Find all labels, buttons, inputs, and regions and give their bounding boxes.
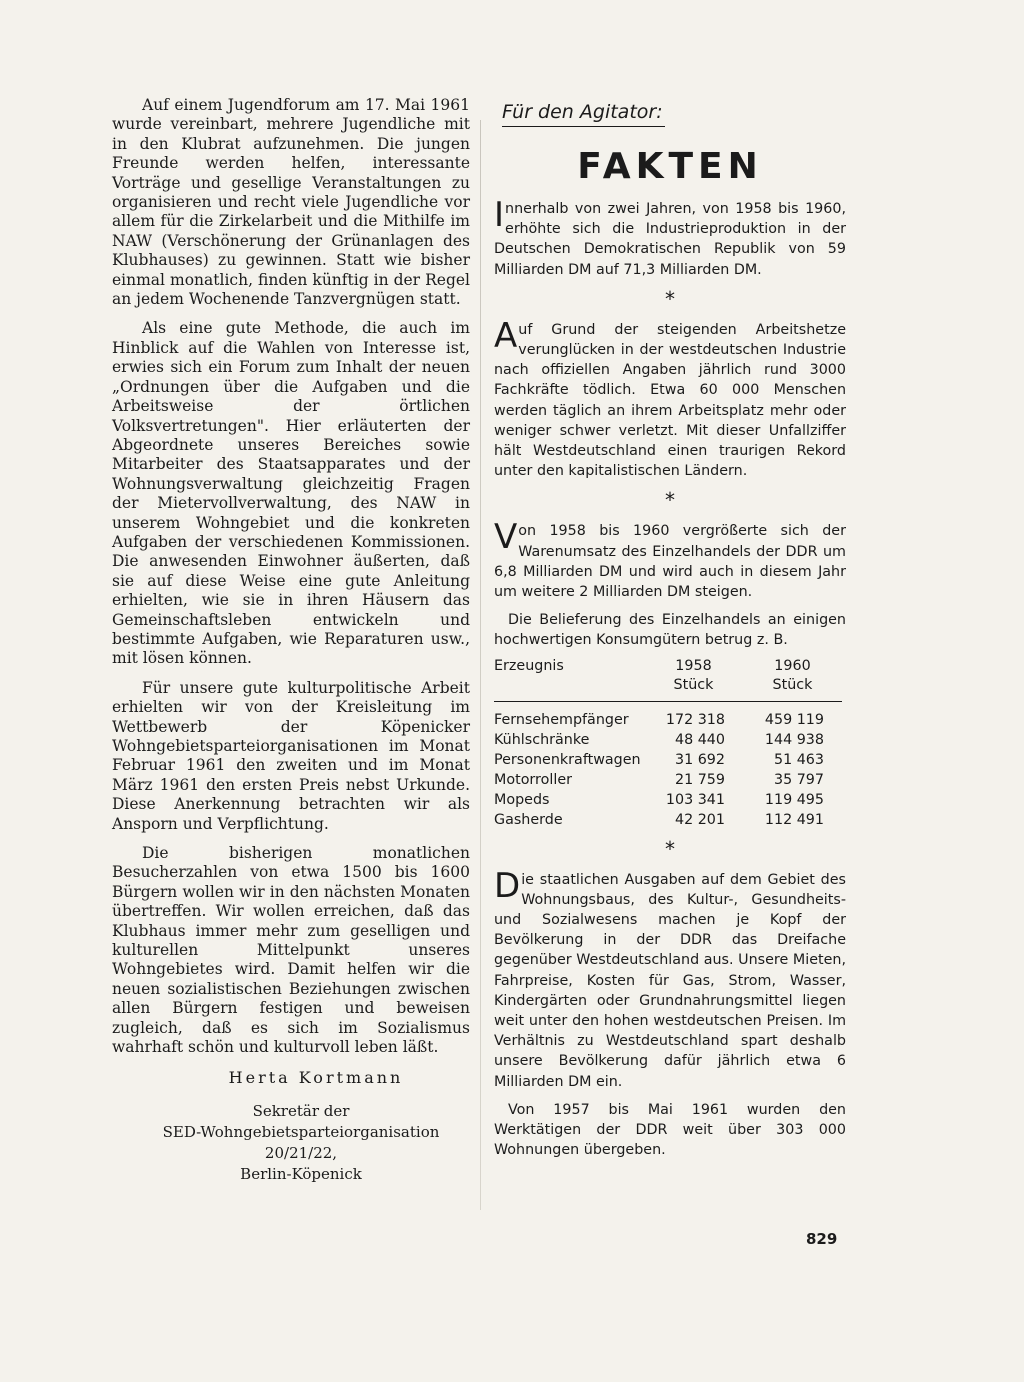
- table-row: [494, 810, 842, 830]
- table-row: [494, 750, 842, 770]
- cell-1960: 119 495: [764, 791, 824, 808]
- drop-cap: A: [494, 315, 518, 356]
- signature-line-2: SED-Wohngebietsparteiorganisation 20/21/22,: [162, 1122, 440, 1162]
- left-column: [112, 96, 470, 1185]
- cell-1958: 48 440: [674, 731, 725, 748]
- fact-4: [494, 865, 846, 1092]
- table-row: [494, 730, 842, 750]
- cell-1958: 103 341: [665, 791, 725, 808]
- table-row: [494, 790, 842, 810]
- left-paragraph-2: Als eine gute Methode, die auch im Hinblick auf die Wahlen von Interesse ist, erwies sich ein Forum zum Inhalt der neuen „Ordnungen über die Aufgaben und die Arbeitsweise der örtlichen Volksvertretungen". Hier erläuterten der Abgeordnete unseres Bereiches sowie Mitarbeiter des Staatsapparates und der Wohnungsverwaltung gleichzeitig Fragen der Mietervollverwaltung, des NAW in unserem Wohngebiet und die konkreten Aufgaben der verschiedenen Kommissionen. Die anwesenden Einwohner äußerten, daß sie auf diese Weise eine gute Anleitung erhielten, wie sie in ihren Häusern das Gemeinschaftsleben entwickeln und bestimmte Aufgaben, wie Reparaturen usw., mit lösen können.: [112, 319, 470, 668]
- cell-product: Fernsehempfänger: [494, 711, 629, 728]
- cell-product: Motorroller: [494, 771, 572, 788]
- table-row: [494, 770, 842, 790]
- cell-1958: 42 201: [674, 811, 725, 828]
- col-header-1958: 1958 Stück: [644, 657, 743, 702]
- cell-1958: 21 759: [674, 771, 725, 788]
- cell-1960: 35 797: [773, 771, 824, 788]
- signature-name: Herta Kortmann: [228, 1067, 404, 1087]
- table-header-row: [494, 657, 842, 702]
- fact-3: [494, 517, 846, 602]
- cell-1958: 31 692: [674, 751, 725, 768]
- cell-1960: 51 463: [773, 751, 824, 768]
- asterisk-separator: *: [665, 488, 675, 513]
- cell-1960: 144 938: [764, 731, 824, 748]
- fact-2: [494, 315, 846, 482]
- cell-product: Personenkraftwagen: [494, 751, 641, 768]
- drop-cap: V: [494, 517, 518, 558]
- signature-role: [132, 1101, 470, 1185]
- fact-3-text: on 1958 bis 1960 vergrößerte sich der Warenumsatz des Einzelhandels der DDR um 6,8 Milliarden DM und wird auch in diesem Jahr um weitere 2 Milliarden DM steigen.: [494, 523, 846, 601]
- drop-cap: D: [494, 865, 521, 906]
- consumer-goods-table: [494, 657, 842, 830]
- drop-cap: I: [494, 195, 505, 235]
- fact-2-text: uf Grund der steigenden Arbeitshetze verunglücken in der westdeutschen Industrie nach offiziellen Angaben jährlich rund 3000 Fachkräfte tödlich. Etwa 60 000 Menschen werden täglich an ihrem Arbeitsplatz mehr oder weniger schwer verletzt. Mit dieser Unfallziffer hält Westdeutschland einen traurigen Rekord unter den kapitalistischen Ländern.: [494, 321, 846, 480]
- column-divider: [480, 120, 481, 1210]
- col-header-product: Erzeugnis: [494, 657, 644, 702]
- cell-1960: 112 491: [764, 811, 824, 828]
- asterisk-separator: *: [665, 836, 675, 861]
- left-paragraph-1: Auf einem Jugendforum am 17. Mai 1961 wurde vereinbart, mehrere Jugendliche mit in den Klubrat aufzunehmen. Die jungen Freunde werden helfen, interessante Vorträge und gesellige Veranstaltungen zu organisieren und recht viele Jugendliche vor allem für die Zirkelarbeit und die Mithilfe im NAW (Verschönerung der Grünanlagen des Klubhauses) zu gewinnen. Statt wie bisher einmal monatlich, finden künftig in der Regel an jedem Wochenende Tanzvergnügen statt.: [112, 96, 470, 309]
- left-paragraph-4: Die bisherigen monatlichen Besucherzahlen von etwa 1500 bis 1600 Bürgern wollen wir in den nächsten Monaten übertreffen. Wir wollen erreichen, daß das Klubhaus immer mehr zum geselligen und kulturellen Mittelpunkt unseres Wohngebietes wird. Damit helfen wir die neuen sozialistischen Beziehungen zwischen allen Bürgern festigen und beweisen zugleich, daß es sich im Sozialismus wahrhaft schön und kulturvoll leben läßt.: [112, 844, 470, 1057]
- cell-product: Kühlschränke: [494, 731, 590, 748]
- fact-5: Von 1957 bis Mai 1961 wurden den Werktätigen der DDR weit über 303 000 Wohnungen übergeben.: [494, 1101, 846, 1159]
- col-header-1960: 1960 Stück: [743, 657, 842, 702]
- signature-line-1: Sekretär der: [252, 1101, 350, 1120]
- cell-product: Mopeds: [494, 791, 550, 808]
- cell-1958: 172 318: [665, 711, 725, 728]
- cell-product: Gasherde: [494, 811, 563, 828]
- fact-4-text: ie staatlichen Ausgaben auf dem Gebiet des Wohnungsbaus, des Kultur-, Gesundheits- und Sozialwesens machen je Kopf der Bevölkerung in der DDR das Dreifache gegenüber Westdeutschland aus. Unsere Mieten, Fahrpreise, Kosten für Gas, Strom, Wasser, Kindergärten oder Grundnahrungsmittel liegen weit unter den hohen westdeutschen Preisen. Im Verhältnis zu Westdeutschland spart deshalb unsere Bevölkerung dafür jährlich etwa 6 Milliarden DM ein.: [494, 871, 846, 1090]
- asterisk-separator: *: [665, 286, 675, 311]
- fact-1-text: nnerhalb von zwei Jahren, von 1958 bis 1960, erhöhte sich die Industrieproduktion in der Deutschen Demokratischen Republik von 59 Milliarden DM auf 71,3 Milliarden DM.: [494, 201, 846, 278]
- fact-1: [494, 195, 846, 280]
- table-intro: Die Belieferung des Einzelhandels an einigen hochwertigen Konsumgütern betrug z. B.: [494, 612, 846, 649]
- right-column: [494, 100, 846, 1161]
- left-paragraph-3: Für unsere gute kulturpolitische Arbeit erhielten wir von der Kreisleitung im Wettbewerb der Köpenicker Wohngebietsparteiorganisationen im Monat Februar 1961 den zweiten und im Monat März 1961 den ersten Preis nebst Urkunde. Diese Anerkennung betrachten wir als Ansporn und Verpflichtung.: [112, 678, 470, 833]
- page-number: 829: [806, 1230, 838, 1248]
- table-row: [494, 701, 842, 730]
- signature-line-3: Berlin-Köpenick: [240, 1164, 362, 1183]
- section-kicker: Für den Agitator:: [502, 100, 665, 127]
- headline: FAKTEN: [577, 146, 763, 187]
- cell-1960: 459 119: [764, 711, 824, 728]
